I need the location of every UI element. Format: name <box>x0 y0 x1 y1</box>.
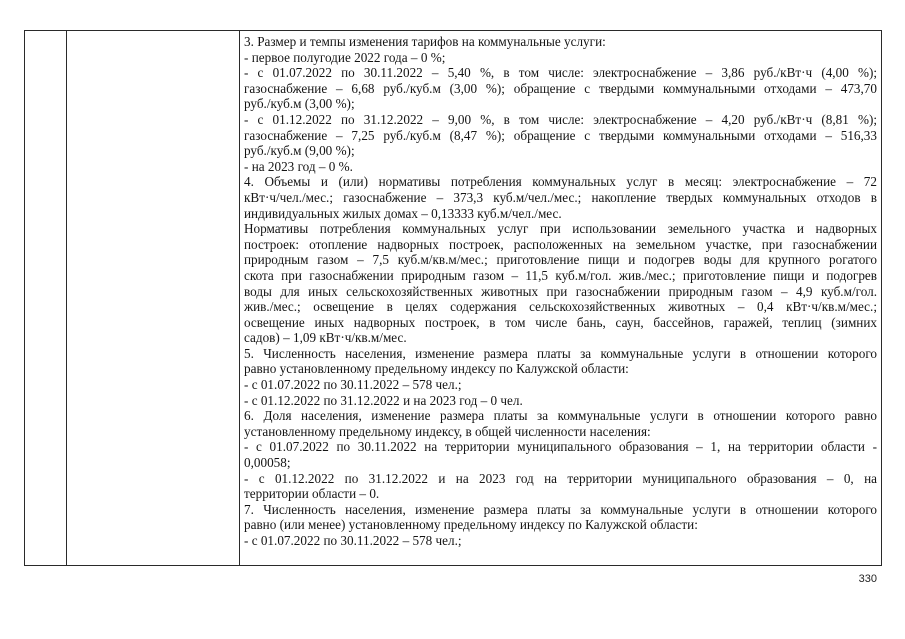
text-line: установленному предельному индексу, в общей численности населения: <box>244 423 651 439</box>
page-number: 330 <box>858 573 877 585</box>
text-line: 4. Объемы и (или) нормативы потребления коммунальных услуг в месяц: электроснабжение – 72 <box>244 174 877 190</box>
content-text <box>244 34 877 549</box>
text-line: - на 2023 год – 0 %. <box>244 158 353 174</box>
text-line: газоснабжение – 6,68 руб./куб.м (3,00 %); обращение с твердыми коммунальными отходами – 473,70 <box>244 80 877 96</box>
text-line: 5. Численность населения, изменение размера платы за коммунальные услуги в отношении которого <box>244 345 877 361</box>
text-line: скота при газоснабжении природным газом – 11,5 куб.м/гол. жив./мес.; приготовление пищи и подогрев <box>244 267 877 283</box>
table-cell-number <box>25 31 67 566</box>
text-line: природным газом – 7,5 куб.м/кв.м/мес.; приготовление пищи и подогрев воды для крупного рогатого <box>244 252 877 268</box>
text-line: - с 01.07.2022 по 30.11.2022 – 578 чел.; <box>244 533 462 548</box>
text-line: руб./куб.м (9,00 %); <box>244 143 355 159</box>
text-line: - с 01.07.2022 по 30.11.2022 – 5,40 %, в том числе: электроснабжение – 3,86 руб./кВт·ч (4,00 %); <box>244 65 877 81</box>
text-line: руб./куб.м (3,00 %); <box>244 96 355 112</box>
table-cell-label <box>67 31 240 566</box>
text-line: Нормативы потребления коммунальных услуг при использовании земельного участка и надворных <box>244 221 877 237</box>
text-line: 6. Доля населения, изменение размера платы за коммунальные услуги в отношении которого равно <box>244 408 877 424</box>
text-line: 3. Размер и темпы изменения тарифов на коммунальные услуги: <box>244 34 606 49</box>
table-row <box>25 31 882 566</box>
text-line: - с 01.12.2022 по 31.12.2022 и на 2023 год – 0 чел. <box>244 392 523 408</box>
text-line: 0,00058; <box>244 455 291 471</box>
document-table <box>24 30 882 566</box>
text-line: - с 01.07.2022 по 30.11.2022 – 578 чел.; <box>244 377 462 393</box>
text-line: 7. Численность населения, изменение размера платы за коммунальные услуги в отношении которого <box>244 501 877 517</box>
text-line: жив./мес.; освещение в целях содержания сельскохозяйственных животных – 0,4 кВт·ч/кв.м/мес.; <box>244 299 877 315</box>
text-line: территории области – 0. <box>244 486 380 502</box>
text-line: равно (или менее) установленному предельному индексу по Калужской области: <box>244 517 698 533</box>
text-line: индивидуальных жилых домах – 0,13333 куб.м/чел./мес. <box>244 205 562 221</box>
text-line: освещение иных надворных построек, в том числе бань, саун, бассейнов, гаражей, теплиц (зимних <box>244 314 877 330</box>
text-line: построек: отопление надворных построек, расположенных на земельном участке, при газоснабжении <box>244 236 877 252</box>
text-line: - с 01.07.2022 по 30.11.2022 на территории муниципального образования – 1, на территории области - <box>244 439 877 455</box>
text-line: равно установленному предельному индексу по Калужской области: <box>244 361 629 377</box>
text-line: кВт·ч/чел./мес.; газоснабжение – 373,3 куб.м/чел./мес.; накопление твердых коммунальных отходов в <box>244 189 877 205</box>
text-line: - с 01.12.2022 по 31.12.2022 – 9,00 %, в том числе: электроснабжение – 4,20 руб./кВт·ч (8,81 %); <box>244 111 877 127</box>
text-line: воды для иных сельскохозяйственных животных при газоснабжении природным газом – 4,9 куб.м/гол. <box>244 283 877 299</box>
text-line: садов) – 1,09 кВт·ч/кв.м/мес. <box>244 330 407 346</box>
text-line: - первое полугодие 2022 года – 0 %; <box>244 49 446 65</box>
table-cell-content <box>240 31 882 566</box>
text-line: - с 01.12.2022 по 31.12.2022 и на 2023 год на территории муниципального образования – 0, на <box>244 470 877 486</box>
text-line: газоснабжение – 7,25 руб./куб.м (8,47 %); обращение с твердыми коммунальными отходами – 516,33 <box>244 127 877 143</box>
